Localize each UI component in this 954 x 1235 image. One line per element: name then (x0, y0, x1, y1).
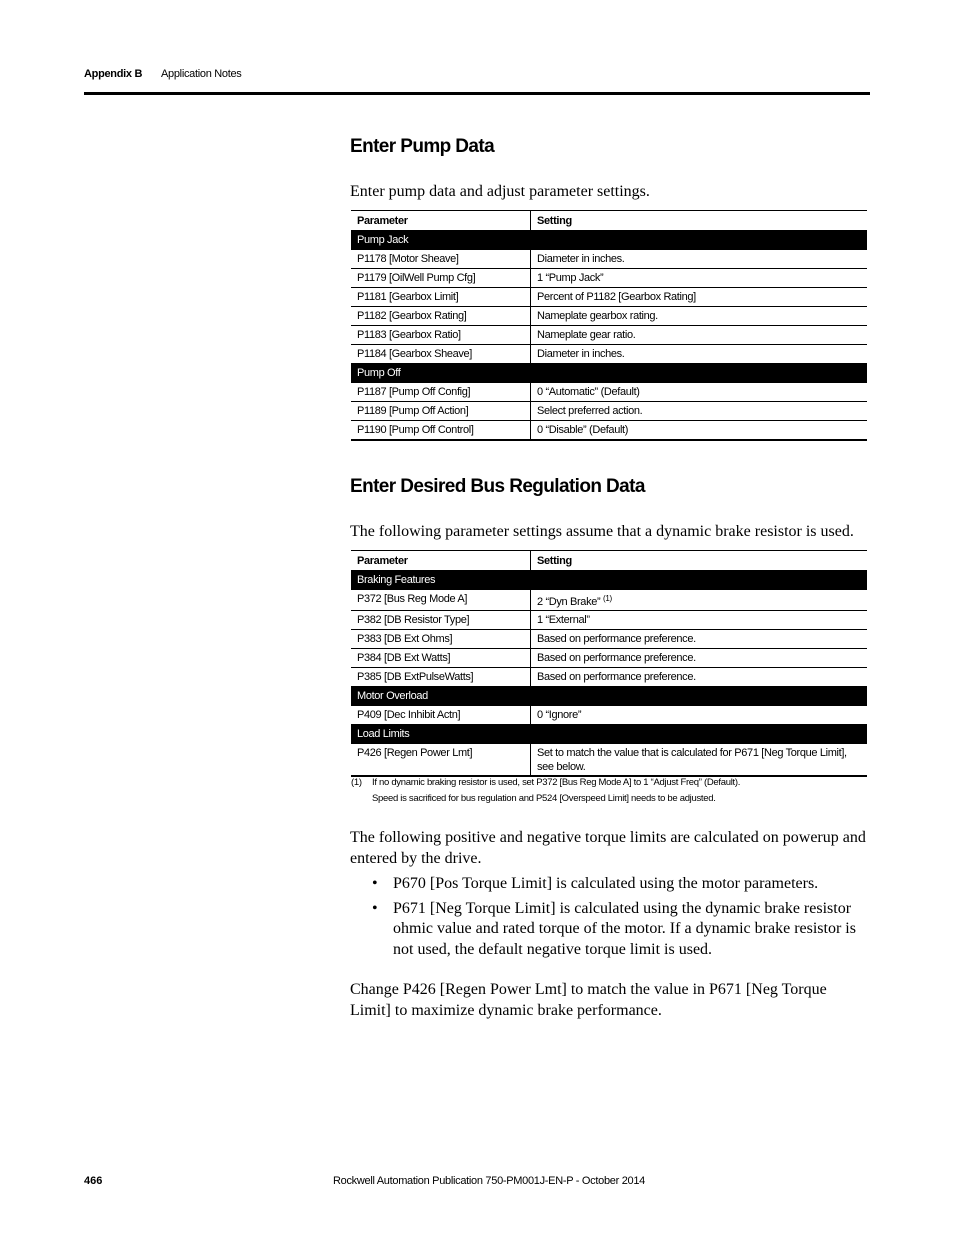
column-header-setting: Setting (531, 211, 868, 231)
setting-cell: 0 “Ignore” (531, 706, 868, 725)
setting-cell: Diameter in inches. (531, 250, 868, 269)
table-row (351, 706, 867, 725)
column-header-parameter: Parameter (351, 551, 531, 571)
setting-cell: Nameplate gearbox rating. (531, 307, 868, 326)
page-header (84, 66, 870, 95)
section-label: Application Notes (161, 68, 242, 80)
table-group-row (351, 231, 867, 250)
parameter-cell: P1179 [OilWell Pump Cfg] (351, 269, 531, 288)
footnote-ref: (1) (603, 594, 612, 603)
parameter-cell: P1187 [Pump Off Config] (351, 383, 531, 402)
parameter-cell: P426 [Regen Power Lmt] (351, 744, 531, 777)
parameter-cell: P383 [DB Ext Ohms] (351, 630, 531, 649)
table-row (351, 402, 867, 421)
table-row (351, 649, 867, 668)
table-row (351, 269, 867, 288)
table-row (351, 326, 867, 345)
parameter-cell: P1182 [Gearbox Rating] (351, 307, 531, 326)
parameter-cell: P1190 [Pump Off Control] (351, 421, 531, 441)
table-row (351, 630, 867, 649)
appendix-label: Appendix B (84, 68, 143, 80)
table-row (351, 421, 867, 441)
footnote-text (372, 775, 832, 807)
parameter-cell: P382 [DB Resistor Type] (351, 611, 531, 630)
setting-cell: Based on performance preference. (531, 668, 868, 687)
list-item-text: P670 [Pos Torque Limit] is calculated using the motor parameters. (393, 875, 819, 892)
column-header-parameter: Parameter (351, 211, 531, 231)
setting-cell: 1 “Pump Jack” (531, 269, 868, 288)
setting-cell: Based on performance preference. (531, 649, 868, 668)
parameter-cell: P372 [Bus Reg Mode A] (351, 590, 531, 611)
group-label: Pump Jack (351, 231, 867, 250)
bus-intro: The following parameter settings assume that a dynamic brake resistor is used. (350, 523, 854, 540)
table-group-row (351, 364, 867, 383)
setting-cell: 1 “External” (531, 611, 868, 630)
bus-section-title: Enter Desired Bus Regulation Data (350, 476, 645, 497)
parameter-cell: P409 [Dec Inhibit Actn] (351, 706, 531, 725)
list-item-text: P671 [Neg Torque Limit] is calculated using the dynamic brake resistor ohmic value and rated torque of the motor. If a dynamic brake resistor is not used, the default negative torque limit is used. (393, 899, 856, 958)
setting-cell: Diameter in inches. (531, 345, 868, 364)
setting-cell: 0 “Disable” (Default) (531, 421, 868, 441)
pump-parameter-table (351, 210, 867, 441)
setting-cell: Select preferred action. (531, 402, 868, 421)
table-header-row (351, 551, 867, 571)
table-header-row (351, 211, 867, 231)
setting-cell: 0 “Automatic” (Default) (531, 383, 868, 402)
bullet-icon: • (372, 899, 378, 917)
pump-intro: Enter pump data and adjust parameter settings. (350, 183, 650, 200)
table-row (351, 345, 867, 364)
setting-cell: Percent of P1182 [Gearbox Rating] (531, 288, 868, 307)
parameter-cell: P1184 [Gearbox Sheave] (351, 345, 531, 364)
parameter-cell: P1189 [Pump Off Action] (351, 402, 531, 421)
table-row (351, 668, 867, 687)
setting-cell: Set to match the value that is calculated for P671 [Neg Torque Limit], see below. (531, 744, 868, 777)
table-row (351, 383, 867, 402)
group-label: Load Limits (351, 725, 867, 744)
setting-text: 2 “Dyn Brake” (537, 596, 601, 608)
group-label: Braking Features (351, 571, 867, 590)
footnote-line: If no dynamic braking resistor is used, set P372 [Bus Reg Mode A] to 1 “Adjust Freq” (Default). (372, 777, 741, 788)
bus-parameter-table (351, 550, 867, 777)
setting-cell: Based on performance preference. (531, 630, 868, 649)
parameter-cell: P384 [DB Ext Watts] (351, 649, 531, 668)
table-row (351, 611, 867, 630)
table-group-row (351, 687, 867, 706)
table-row (351, 307, 867, 326)
table-group-row (351, 725, 867, 744)
parameter-cell: P1183 [Gearbox Ratio] (351, 326, 531, 345)
page-number: 466 (84, 1175, 103, 1187)
body-paragraph: Change P426 [Regen Power Lmt] to match the value in P671 [Neg Torque Limit] to maximize dynamic brake performance. (350, 981, 827, 1019)
table-row (351, 250, 867, 269)
parameter-cell: P385 [DB ExtPulseWatts] (351, 668, 531, 687)
bullet-list (372, 874, 872, 964)
parameter-cell: P1178 [Motor Sheave] (351, 250, 531, 269)
column-header-setting: Setting (531, 551, 868, 571)
setting-cell (531, 590, 868, 611)
table-row (351, 590, 867, 611)
footnote-number: (1) (351, 777, 362, 788)
table-group-row (351, 571, 867, 590)
pump-section-title: Enter Pump Data (350, 136, 495, 157)
group-label: Motor Overload (351, 687, 867, 706)
table-row (351, 744, 867, 777)
footnote-line: Speed is sacrificed for bus regulation and P524 [Overspeed Limit] needs to be adjusted. (372, 793, 716, 804)
group-label: Pump Off (351, 364, 867, 383)
bullet-icon: • (372, 875, 378, 892)
table-row (351, 288, 867, 307)
body-paragraph: The following positive and negative torque limits are calculated on powerup and entered by the drive. (350, 829, 866, 867)
publication-info: Rockwell Automation Publication 750-PM001J-EN-P - October 2014 (333, 1175, 645, 1187)
list-item (372, 899, 872, 961)
list-item (372, 874, 872, 895)
setting-cell: Nameplate gear ratio. (531, 326, 868, 345)
parameter-cell: P1181 [Gearbox Limit] (351, 288, 531, 307)
